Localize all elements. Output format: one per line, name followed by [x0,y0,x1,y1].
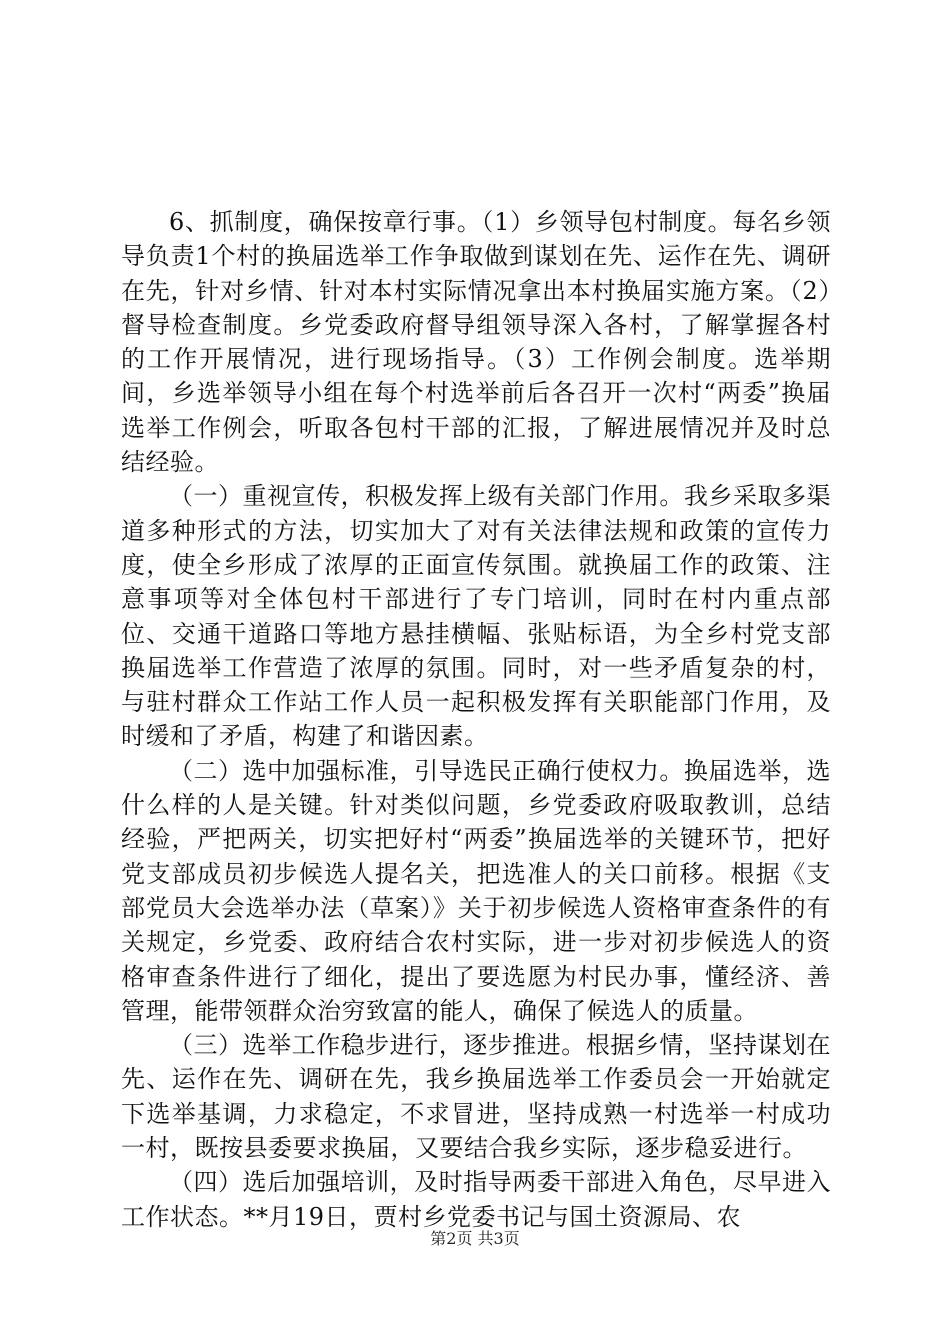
paragraph-steady-progress: （三）选举工作稳步进行，逐步推进。根据乡情，坚持谋划在先、运作在先、调研在先，我乡换届选举工作委员会一开始就定下选举基调，力求稳定，不求冒进，坚持成熟一村选举一村成功一村，既按县委要求换届，又要结合我乡实际，逐步稳妥进行。 [121,1031,831,1163]
paragraph-training: （四）选后加强培训，及时指导两委干部进入角色，尽早进入工作状态。**月19日，贾村乡党委书记与国土资源局、农 [121,1168,831,1231]
paragraph-standards: （二）选中加强标准，引导选民正确行使权力。换届选举，选什么样的人是关键。针对类似问题，乡党委政府吸取教训，总结经验，严把两关，切实把好村“两委”换届选举的关键环节，把好党支部成员初步候选人提名关，把选准人的关口前移。根据《支部党员大会选举办法（草案）》关于初步候选人资格审查条件的有关规定，乡党委、政府结合农村实际，进一步对初步候选人的资格审查条件进行了细化，提出了要选愿为村民办事，懂经济、善管理，能带领群众治穷致富的能人，确保了候选人的质量。 [121,756,831,1025]
page-number-footer: 第2页 共3页 [430,1229,520,1248]
document-body [121,205,831,1234]
paragraph-publicity: （一）重视宣传，积极发挥上级有关部门作用。我乡采取多渠道多种形式的方法，切实加大了对有关法律法规和政策的宣传力度，使全乡形成了浓厚的正面宣传氛围。就换届工作的政策、注意事项等对全体包村干部进行了专门培训，同时在村内重点部位、交通干道路口等地方悬挂横幅、张贴标语，为全乡村党支部换届选举工作营造了浓厚的氛围。同时，对一些矛盾复杂的村，与驻村群众工作站工作人员一起积极发挥有关职能部门作用，及时缓和了矛盾，构建了和谐因素。 [121,482,831,751]
paragraph-institution: 6、抓制度，确保按章行事。（1）乡领导包村制度。每名乡领导负责1个村的换届选举工作争取做到谋划在先、运作在先、调研在先，针对乡情、针对本村实际情况拿出本村换届实施方案。（2）督导检查制度。乡党委政府督导组领导深入各村，了解掌握各村的工作开展情况，进行现场指导。（3）工作例会制度。选举期间，乡选举领导小组在每个村选举前后各召开一次村“两委”换届选举工作例会，听取各包村干部的汇报，了解进展情况并及时总结经验。 [121,208,831,477]
